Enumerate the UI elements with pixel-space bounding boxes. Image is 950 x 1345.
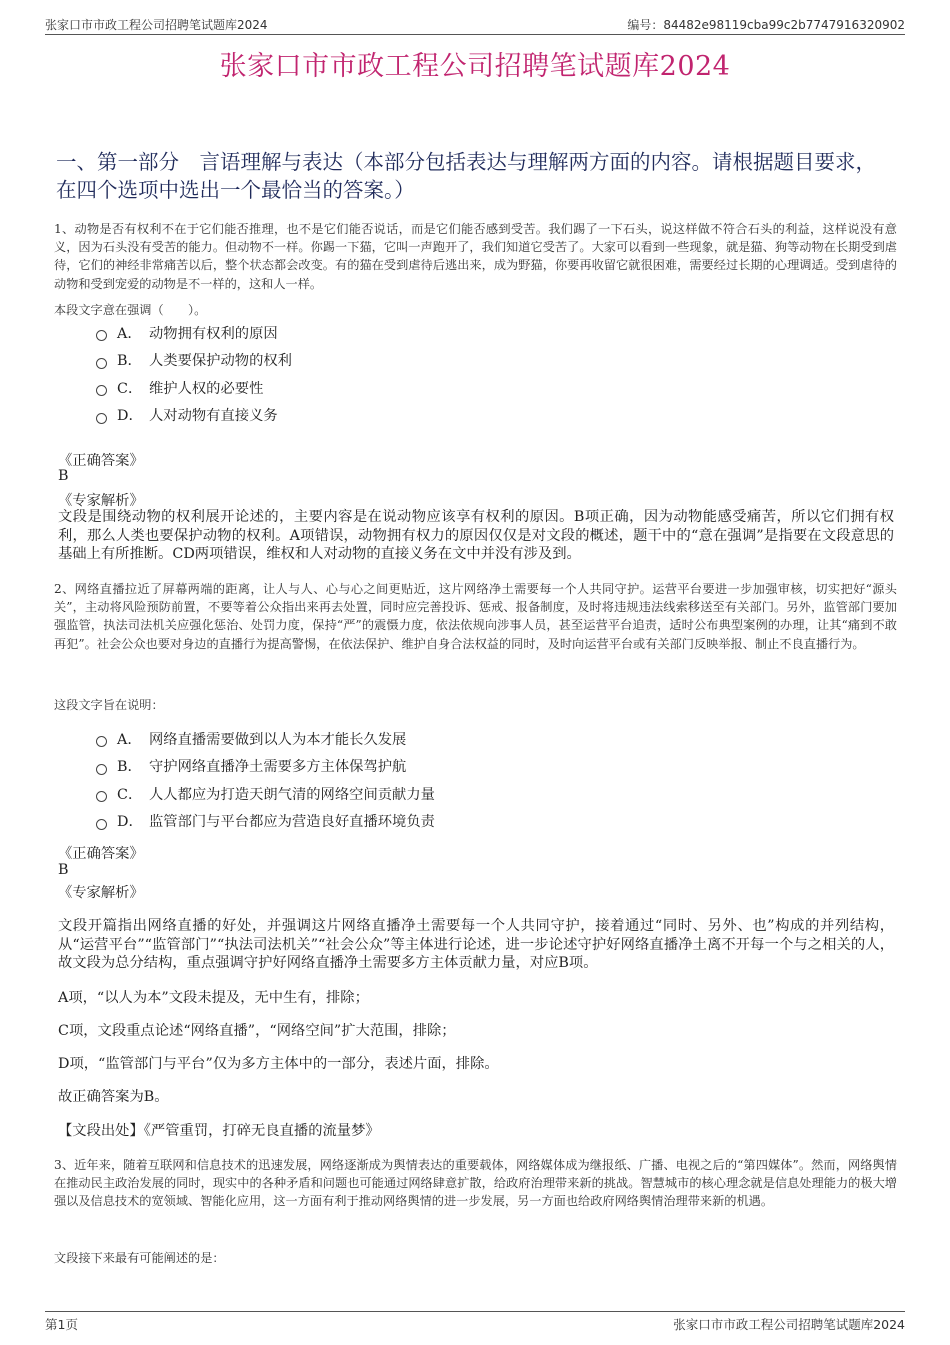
question-2-option-a[interactable]: A． 网络直播需要做到以人为本才能长久发展 <box>96 725 435 753</box>
question-2-source: 【文段出处】《严管重罚，打碎无良直播的流量梦》 <box>58 1123 380 1139</box>
question-1-option-a[interactable]: A． 动物拥有权利的原因 <box>96 319 292 347</box>
radio-icon[interactable] <box>96 330 107 341</box>
question-2-answer-label: 《正确答案》 <box>58 846 144 862</box>
question-1-stem: 1、动物是否有权利不在于它们能否推理，也不是它们能否说话，而是它们能否感到受苦。我们踢了一下石头，说这样做不符合石头的利益，这样说没有意义，因为石头没有受苦的能力。但动物不一样。你踢一下猫，它叫一声跑开了，我们知道它受苦了。大家可以看到一些现象，就是猫、狗等动物在长期受到虐待，它们的神经非常痛苦以后，整个状态都会改变。有的猫在受到虐待后逃出来，成为野猫，你要再收留它就很困难，需要经过长期的心理调适。受到虐待的动物和受到宠爱的动物是不一样的，这和人一样。 <box>54 222 897 291</box>
page-footer <box>45 1311 905 1332</box>
question-3-prompt: 文段接下来最有可能阐述的是： <box>54 1251 225 1265</box>
question-1-prompt: 本段文字意在强调（ ）。 <box>54 303 207 317</box>
question-1-analysis-label: 《专家解析》 <box>58 493 144 509</box>
header-doc-title: 张家口市市政工程公司招聘笔试题库2024 <box>45 18 268 32</box>
footer-page-number: 第1页 <box>45 1317 78 1332</box>
radio-icon[interactable] <box>96 385 107 396</box>
question-2-note-d: D项，“监管部门与平台”仅为多方主体中的一部分，表述片面，排除。 <box>58 1056 499 1072</box>
question-2-conclusion: 故正确答案为B。 <box>58 1089 169 1105</box>
question-1-answer: B <box>58 468 69 484</box>
radio-icon[interactable] <box>96 358 107 369</box>
question-2-option-b[interactable]: B． 守护网络直播净土需要多方主体保驾护航 <box>96 753 435 781</box>
question-2-note-c: C项，文段重点论述“网络直播”，“网络空间”扩大范围，排除； <box>58 1023 456 1039</box>
question-2-option-c[interactable]: C． 人人都应为打造天朗气清的网络空间贡献力量 <box>96 780 435 808</box>
radio-icon[interactable] <box>96 413 107 424</box>
question-1-answer-label: 《正确答案》 <box>58 453 144 469</box>
question-2-option-d[interactable]: D． 监管部门与平台都应为营造良好直播环境负责 <box>96 808 435 836</box>
question-2-answer: B <box>58 862 69 878</box>
question-3-stem: 3、近年来，随着互联网和信息技术的迅速发展，网络逐渐成为舆情表达的重要载体，网络媒体成为继报纸、广播、电视之后的“第四媒体”。然而，网络舆情在推动民主政治发展的同时，现实中的各种矛盾和问题也可能通过网络肆意扩散，给政府治理带来新的挑战。智慧城市的核心理念就是信息处理能力的极大增强以及信息技术的宽领域、智能化应用，这一方面有利于推动网络舆情的进一步发展，另一方面也给政府网络舆情治理带来新的机遇。 <box>54 1158 897 1209</box>
question-2-analysis-label: 《专家解析》 <box>58 885 144 901</box>
page-title: 张家口市市政工程公司招聘笔试题库2024 <box>219 51 731 82</box>
question-2-options <box>96 725 435 835</box>
question-1-option-c[interactable]: C． 维护人权的必要性 <box>96 374 292 402</box>
question-1-option-d[interactable]: D． 人对动物有直接义务 <box>96 402 292 430</box>
question-1-options <box>96 319 292 429</box>
radio-icon[interactable] <box>96 819 107 830</box>
page-header <box>45 14 905 35</box>
question-1-analysis: 文段是围绕动物的权利展开论述的，主要内容是在说动物应该享有权利的原因。B项正确，因为动物能感受痛苦，所以它们拥有权利，那么人类也要保护动物的权利。A项错误，动物拥有权力的原因仅仅是对文段的概述，题干中的“意在强调”是指要在文段意思的基础上有所推断。CD两项错误，维权和人对动物的直接义务在文中并没有涉及到。 <box>58 509 894 562</box>
question-1-option-b[interactable]: B． 人类要保护动物的权利 <box>96 347 292 375</box>
question-2-note-a: A项，“以人为本”文段未提及，无中生有，排除； <box>58 990 369 1006</box>
radio-icon[interactable] <box>96 736 107 747</box>
section-heading: 一、第一部分 言语理解与表达（本部分包括表达与理解两方面的内容。请根据题目要求，在四个选项中选出一个最恰当的答案。） <box>56 150 876 202</box>
footer-doc-title: 张家口市市政工程公司招聘笔试题库2024 <box>673 1317 905 1332</box>
header-doc-number: 编号：84482e98119cba99c2b7747916320902 <box>627 18 905 32</box>
radio-icon[interactable] <box>96 791 107 802</box>
radio-icon[interactable] <box>96 764 107 775</box>
question-2-prompt: 这段文字旨在说明： <box>54 698 164 712</box>
question-2-analysis: 文段开篇指出网络直播的好处，并强调这片网络直播净土需要每一个人共同守护，接着通过“同时、另外、也”构成的并列结构，从“运营平台”“监管部门”“执法司法机关”“社会公众”等主体进行论述，进一步论述守护好网络直播净土离不开每一个与之相关的人，故文段为总分结构，重点强调守护好网络直播净土需要多方主体贡献力量，对应B项。 <box>58 918 894 971</box>
question-2-stem: 2、网络直播拉近了屏幕两端的距离，让人与人、心与心之间更贴近，这片网络净土需要每一个人共同守护。运营平台要进一步加强审核，切实把好“源头关”，主动将风险预防前置，不要等着公众指出来再去处置，同时应完善投诉、惩戒、报备制度，及时将违规违法线索移送至有关部门。另外，监管部门要加强监管，执法司法机关应强化惩治、处罚力度，保持“严”的震慑力度，依法依规向涉事人员，甚至运营平台追责，适时公布典型案例的办理，让其“痛到不敢再犯”。社会公众也要对身边的直播行为提高警惕，在依法保护、维护自身合法权益的同时，及时向运营平台或有关部门反映举报、制止不良直播行为。 <box>54 582 897 651</box>
